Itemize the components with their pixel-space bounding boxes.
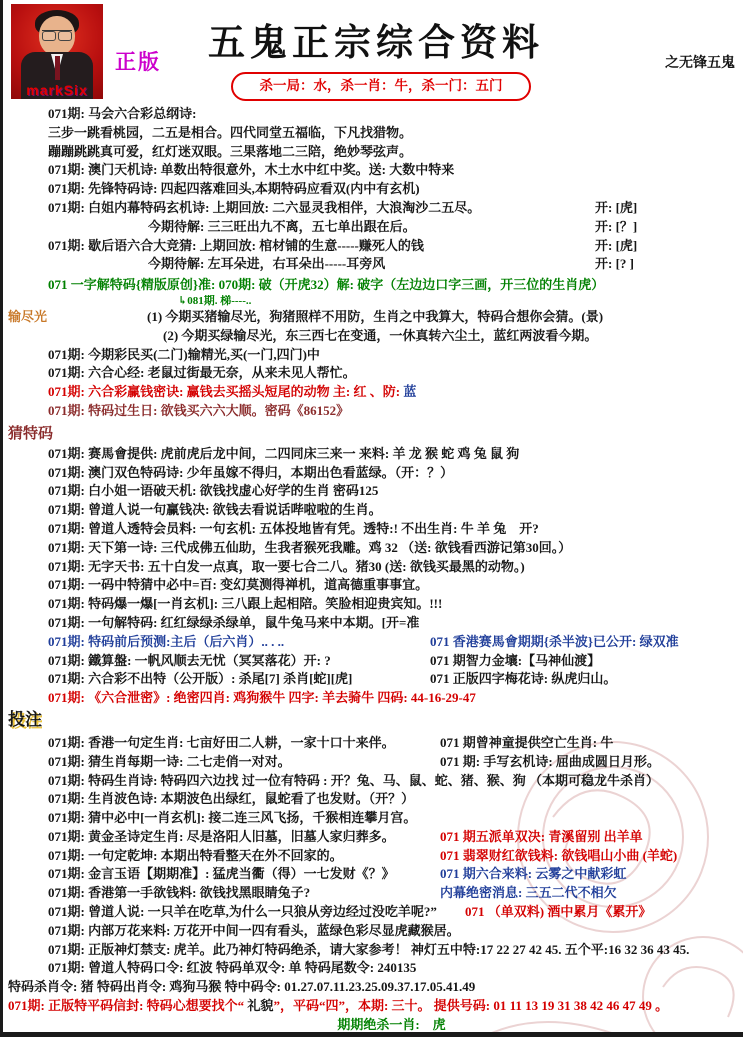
text-segment: 071期: 内部万花来料: 万花开中间一四有看头，蓝绿色彩尽显虎藏猴居。 bbox=[48, 922, 460, 938]
text-segment: 礼貌 bbox=[247, 998, 274, 1014]
content-body bbox=[3, 102, 743, 1035]
text-segment: 投注 bbox=[8, 709, 42, 729]
text-segment: 071期: 曾道人说: 一只羊在吃草,为什么一只狼从旁边经过没吃羊呢?” bbox=[48, 904, 437, 920]
text-segment: 071 期六合来料: 云雾之中献彩虹 bbox=[440, 866, 627, 882]
line-left bbox=[8, 978, 475, 997]
text-segment: 蹦蹦跳跳真可爱，红灯迷双眼。三果落地二三陪，绝妙琴弦声。 bbox=[48, 143, 413, 159]
text-line bbox=[48, 941, 735, 960]
line-left bbox=[48, 865, 395, 884]
text-segment: 071期: 无字天书: 五十白发一点真，取一要七合二八。猪30 (送: 欲钱买最黑的动物。) bbox=[48, 558, 525, 574]
text-line bbox=[48, 255, 735, 274]
text-line bbox=[48, 595, 735, 614]
text-segment: 特码杀肖令: 猪 特码出肖令: 鸡狗马猴 特中码令: 01.27.07.11.23.25.09.37.17.05.41.49 bbox=[8, 979, 476, 995]
line-left bbox=[48, 772, 659, 791]
line-left bbox=[48, 614, 419, 633]
line-left bbox=[48, 652, 331, 671]
line-left bbox=[48, 161, 454, 180]
line-left bbox=[48, 734, 395, 753]
line-left bbox=[48, 482, 378, 501]
portrait-tie bbox=[55, 56, 60, 80]
text-line bbox=[48, 633, 735, 652]
portrait-photo bbox=[11, 4, 103, 99]
text-segment: 071 期曾神童提供空亡生肖: 牛 bbox=[440, 734, 614, 750]
text-line bbox=[48, 364, 735, 383]
content-lines bbox=[8, 105, 735, 1035]
text-line bbox=[48, 576, 735, 595]
text-line bbox=[48, 884, 735, 903]
line-left bbox=[48, 199, 480, 218]
text-segment: 071期: 特码前后预测:主后（后六肖）.. . .. bbox=[48, 633, 285, 649]
text-line bbox=[48, 501, 735, 520]
text-line bbox=[48, 922, 735, 941]
text-segment: 071期: 曾道人特码口令: 红波 特码单双令: 单 特码尾数令: 240135 bbox=[48, 960, 417, 976]
line-left bbox=[48, 828, 395, 847]
line-left bbox=[48, 464, 453, 483]
text-segment: 071期: 正版神灯禁支: 虎羊。此乃神灯特码绝杀，请大家参考！ 神灯五中特:17 22 27 42 45. 五个平:16 32 36 43 45. bbox=[48, 941, 690, 957]
line-left bbox=[8, 997, 668, 1016]
line-right bbox=[430, 633, 735, 652]
text-segment: 071 香港赛馬會期期{杀半波}已公开: 绿双准 bbox=[430, 633, 679, 649]
kill-banner: 杀一局：水，杀一肖：牛，杀一门：五门 bbox=[231, 72, 531, 101]
text-line bbox=[48, 847, 735, 866]
line-left bbox=[48, 237, 424, 256]
text-segment: 开: [? ] bbox=[595, 256, 634, 272]
page-title: 五鬼正宗综合资料 bbox=[208, 23, 544, 64]
text-line bbox=[48, 670, 735, 689]
text-segment: 071期: 曾道人说一句赢钱决: 欲钱去看说话哔啦啦的生肖。 bbox=[48, 502, 382, 518]
text-segment: 071期: 一句定乾坤: 本期出特看整天在外不回家的。 bbox=[48, 847, 343, 863]
text-line bbox=[48, 402, 735, 421]
text-segment: 071期: 鐵算盤: 一帆风顺去无忧（冥冥落花）开: ? bbox=[48, 652, 331, 668]
line-right bbox=[440, 734, 735, 753]
line-left bbox=[48, 595, 442, 614]
section-label-guess bbox=[8, 423, 735, 445]
text-segment: 071 期: 手写玄机诗: 屈曲成圆日月形。 bbox=[440, 753, 660, 769]
line-left bbox=[148, 218, 416, 237]
text-segment: 071期: 香港一句定生肖: 七亩好田二人耕，一家十口十来伴。 bbox=[48, 734, 395, 750]
text-segment: 071期: 白姐内幕特码玄机诗: 上期回放: 二六显灵我相伴，大浪淘沙二五尽。 bbox=[48, 199, 481, 215]
text-line bbox=[48, 772, 735, 791]
text-segment: 071期: 天下第一诗: 三代成佛五仙助，生我者猴死我雕。鸡 32 （送: 欲钱看西游记第30回。） bbox=[48, 539, 572, 555]
text-line bbox=[8, 997, 735, 1016]
text-segment: 开: [虎] bbox=[595, 199, 638, 215]
text-line bbox=[8, 308, 735, 327]
line-left bbox=[163, 327, 597, 346]
text-segment: 期期绝杀一肖: 虎 bbox=[337, 1016, 446, 1032]
text-segment: 071期: 特码过生日: 欲钱买六六大顺。密码《86152》 bbox=[48, 402, 350, 418]
text-line bbox=[48, 143, 735, 162]
text-line bbox=[48, 903, 735, 922]
text-segment: 071期: 今期彩民买(二门)输精光,买(一门,四门)中 bbox=[48, 346, 320, 362]
line-left bbox=[48, 576, 428, 595]
line-left bbox=[48, 558, 525, 577]
line-left bbox=[48, 105, 196, 124]
line-left bbox=[48, 753, 291, 772]
text-segment: 071期: 《六合泄密》: 绝密四肖: 鸡狗猴牛 四字: 羊去骑牛 四码: 44-16-29-47 bbox=[48, 690, 476, 706]
text-line bbox=[48, 689, 735, 708]
line-left bbox=[48, 402, 349, 421]
text-line bbox=[48, 124, 735, 143]
line-right bbox=[440, 828, 735, 847]
text-line bbox=[48, 346, 735, 365]
line-left bbox=[48, 922, 460, 941]
text-segment: 071 正版四字梅花诗: 纵虎归山。 bbox=[430, 671, 617, 687]
line-left bbox=[48, 124, 412, 143]
line-left bbox=[48, 180, 420, 199]
text-line bbox=[48, 237, 735, 256]
line-left bbox=[337, 1016, 445, 1035]
header bbox=[3, 0, 743, 102]
line-left bbox=[48, 941, 689, 960]
text-segment: (2) 今期买绿输尽光，东三西七在变通，一休真转六尘土，蓝红两波看今期。 bbox=[163, 327, 598, 343]
text-line bbox=[48, 558, 735, 577]
line-right bbox=[430, 670, 735, 689]
line-left bbox=[48, 790, 414, 809]
text-segment: 071期: 生肖波色诗: 本期波色出绿红，鼠蛇看了也发财。（开？） bbox=[48, 791, 415, 807]
line-left bbox=[48, 884, 310, 903]
text-line bbox=[8, 978, 735, 997]
line-right bbox=[440, 753, 735, 772]
text-line bbox=[48, 161, 735, 180]
line-right bbox=[595, 237, 735, 256]
text-segment: 071期: 六合心经: 老鼠过街最无奈，从来未见人帮忙。 bbox=[48, 365, 356, 381]
text-segment: 071期: 曾道人透特会员料: 一句玄机: 五体投地皆有凭。透特:! 不出生肖: 牛 羊 兔 开? bbox=[48, 520, 539, 536]
text-segment: 071期: 澳门天机诗: 单数出特很意外，木土水中红中奖。送: 大数中特来 bbox=[48, 162, 455, 178]
text-segment: 071期: 六合彩赢钱密诀: 赢钱去买摇头短尾的动物 主: 红 、防: bbox=[48, 384, 404, 400]
line-right bbox=[595, 199, 735, 218]
line-left bbox=[48, 501, 382, 520]
text-line bbox=[48, 539, 735, 558]
text-segment: 071期: 马会六合彩总纲诗: bbox=[48, 106, 197, 121]
glasses-icon bbox=[42, 30, 72, 40]
text-line bbox=[48, 959, 735, 978]
line-left bbox=[48, 445, 519, 464]
text-segment: 蓝 bbox=[403, 384, 417, 400]
line-right bbox=[595, 255, 735, 274]
text-segment: 开: [虎] bbox=[595, 237, 638, 253]
text-line bbox=[48, 199, 735, 218]
line-right bbox=[440, 884, 735, 903]
line-left bbox=[48, 689, 476, 708]
text-segment: 071 （单双料) 酒中累月《累开》 bbox=[465, 904, 652, 920]
text-segment: 071期: 歇后语六合大竞猜: 上期回放: 棺材铺的生意-----赚死人的钱 bbox=[48, 237, 424, 253]
section-label-bet bbox=[8, 708, 735, 731]
text-line bbox=[48, 809, 735, 828]
text-line bbox=[48, 614, 735, 633]
line-left bbox=[48, 520, 539, 539]
line-left bbox=[48, 364, 356, 383]
text-segment: 071期: 特码生肖诗: 特码四六边找 过一位有特码 : 开？兔、马、鼠、蛇、猪、猴、狗 （本期可稳龙牛杀肖） bbox=[48, 772, 659, 788]
text-line bbox=[48, 276, 735, 295]
text-segment: 071期: 六合彩不出特（公开版）: 杀尾[7] 杀肖[蛇][虎] bbox=[48, 671, 353, 687]
text-line bbox=[48, 445, 735, 464]
edition-label: 正版 bbox=[115, 50, 161, 74]
text-segment: 071期: 赛馬會提供: 虎前虎后龙中间，二四同床三来一 来料: 羊 龙 猴 蛇 鸡 兔 鼠 狗 bbox=[48, 445, 520, 461]
text-line bbox=[48, 520, 735, 539]
photo-brand-text: markSix bbox=[26, 82, 88, 98]
line-left bbox=[8, 423, 53, 445]
text-segment: 内幕绝密消息: 三五二代不相欠 bbox=[440, 885, 617, 901]
line-right bbox=[430, 652, 735, 671]
text-segment: 071期: 白小姐一语破天机: 欲钱找虚心好学的生肖 密码125 bbox=[48, 483, 379, 499]
line-left bbox=[48, 903, 437, 922]
text-segment: 071期: 金言玉语【期期准】: 猛虎当衢（得）一七发财《？》 bbox=[48, 866, 395, 882]
text-segment: 猜特码 bbox=[8, 425, 54, 442]
line-left bbox=[48, 346, 320, 365]
text-segment: (1) 今期买猪输尽光，狗猪照样不用防，生肖之中我算大，特码合想你会猜。(景) bbox=[147, 308, 604, 324]
text-line bbox=[48, 828, 735, 847]
text-segment: 071期: 正版特平码信封: 特码心想要找个“ bbox=[8, 998, 248, 1014]
text-segment: 071期: 猜中必中[一肖玄机]: 接二连三风飞扬，千猴相连攀月宫。 bbox=[48, 810, 417, 826]
text-segment: 开: [？] bbox=[595, 218, 638, 234]
line-left bbox=[48, 959, 416, 978]
line-right bbox=[440, 865, 735, 884]
line-right bbox=[440, 847, 735, 866]
line-left bbox=[48, 383, 416, 402]
text-segment: 今期待解: 三三旺出九不离，五七单出跟在后。 bbox=[148, 218, 416, 234]
text-segment: 071 翡翠财红欲钱料: 欲钱唱山小曲 (羊蛇) bbox=[440, 847, 678, 863]
line-left bbox=[48, 539, 571, 558]
text-line bbox=[48, 482, 735, 501]
line-left bbox=[48, 143, 412, 162]
text-line bbox=[48, 180, 735, 199]
text-line bbox=[48, 790, 735, 809]
text-segment: 三步一跳看桃园，二五是相合。四代同堂五福临，下凡找猎物。 bbox=[48, 124, 413, 140]
text-segment: 071期: 黄金圣诗定生肖: 尽是洛阳人旧墓，旧墓人家归葬多。 bbox=[48, 828, 395, 844]
text-segment: 071期: 先锋特码诗: 四起四落难回头,本期特码应看双(内中有玄机) bbox=[48, 181, 420, 197]
text-segment: 071期: 猜生肖每期一诗: 二七走俏一对对。 bbox=[48, 753, 291, 769]
page-subtitle: 之无锋五鬼 bbox=[665, 56, 735, 71]
line-left bbox=[48, 809, 416, 828]
text-segment: 071 期五派单双决: 青溪留别 出羊单 bbox=[440, 828, 643, 844]
text-line bbox=[48, 865, 735, 884]
text-segment: 071期: 一句解特码: 红红绿绿杀绿单，鼠牛兔马来中本期。[开=准 bbox=[48, 614, 420, 630]
text-line bbox=[48, 753, 735, 772]
line-left bbox=[48, 670, 352, 689]
text-segment: 071 期智力金壤:【马神仙渡】 bbox=[430, 652, 601, 668]
line-left bbox=[48, 276, 604, 295]
text-line bbox=[48, 1016, 735, 1035]
line-left bbox=[48, 847, 343, 866]
text-line bbox=[48, 295, 735, 308]
text-segment: 输尽光 bbox=[8, 308, 48, 324]
text-segment: 071期: 一码中特猜中必中=百: 变幻莫测得禅机，道高德重事事宜。 bbox=[48, 577, 429, 593]
text-segment: 071 一字解特码{精版原创}准: 070期: 破（开虎32）解: 破字（左边边口字三画，开三位的生肖虎） bbox=[48, 277, 605, 293]
line-left bbox=[178, 295, 251, 308]
text-segment: 071期: 香港第一手欲钱料: 欲钱找黑眼睛兔子? bbox=[48, 885, 311, 901]
text-line bbox=[48, 734, 735, 753]
line-right bbox=[465, 903, 735, 922]
line-left bbox=[48, 633, 284, 652]
line-left bbox=[8, 308, 603, 327]
text-line bbox=[48, 218, 735, 237]
text-line bbox=[48, 327, 735, 346]
text-line bbox=[48, 652, 735, 671]
line-left bbox=[148, 255, 385, 274]
text-segment: ”，平码“四”，本期: 三十。 提供号码: 01 11 13 19 31 38 42 46 47 49 。 bbox=[273, 998, 669, 1014]
line-left bbox=[8, 708, 42, 731]
text-segment: ↳081期. 梯----.. bbox=[178, 294, 252, 307]
text-segment: 今期待解: 左耳朵进，右耳朵出-----耳旁风 bbox=[148, 256, 386, 272]
text-segment: 071期: 特码爆一爆[一肖玄机]: 三八跟上起相陪。笑脸相迎贵宾知。!!! bbox=[48, 596, 443, 612]
text-segment: 071期: 澳门双色特码诗: 少年虽嫁不得归，本期出色看蓝绿。（开：？） bbox=[48, 464, 454, 480]
text-line bbox=[48, 105, 735, 124]
line-right bbox=[595, 218, 735, 237]
text-line bbox=[48, 464, 735, 483]
text-line bbox=[48, 383, 735, 402]
